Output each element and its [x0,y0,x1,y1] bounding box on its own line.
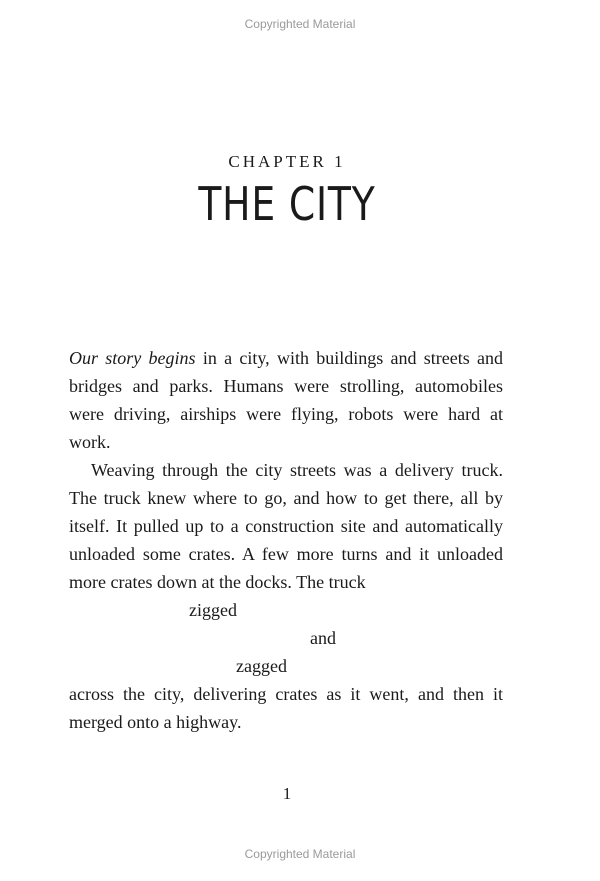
paragraph-2-line-2: The truck knew where to go, and how to get there, all by [69,488,503,508]
zagged-word: zagged [236,656,287,676]
chapter-label: CHAPTER 1 [228,152,346,171]
paragraph-3 [69,680,503,736]
paragraph-2 [69,456,503,596]
story-lead-italic: Our story begins [69,348,196,368]
copyright-watermark-bottom: Copyrighted Material [244,847,356,861]
paragraph-2-line-1: Weaving through the city streets was a delivery truck. [91,460,503,480]
paragraph-2-line-3: itself. It pulled up to a construction site and automatically [69,516,503,536]
paragraph-3-line-2: merged onto a highway. [69,712,242,732]
paragraph-1-line-1 [69,344,503,372]
zigged-word: zigged [189,600,237,620]
chapter-title: THE CITY [198,177,376,231]
paragraph-1-line-1-rest: in a city, with buildings and streets and [195,348,503,368]
paragraph-1 [69,344,503,456]
page-number: 1 [282,784,292,803]
paragraph-3-line-1: across the city, delivering crates as it went, and then it [69,684,503,704]
paragraph-2-line-4: unloaded some crates. A few more turns and it unloaded [69,544,503,564]
copyright-watermark-top: Copyrighted Material [244,17,356,31]
paragraph-1-line-4: work. [69,432,111,452]
paragraph-1-line-3: were driving, airships were flying, robots were hard at [69,404,503,424]
and-word: and [310,628,336,648]
paragraph-1-line-2: bridges and parks. Humans were strolling, automobiles [69,376,503,396]
paragraph-2-line-5: more crates down at the docks. The truck [69,572,366,592]
